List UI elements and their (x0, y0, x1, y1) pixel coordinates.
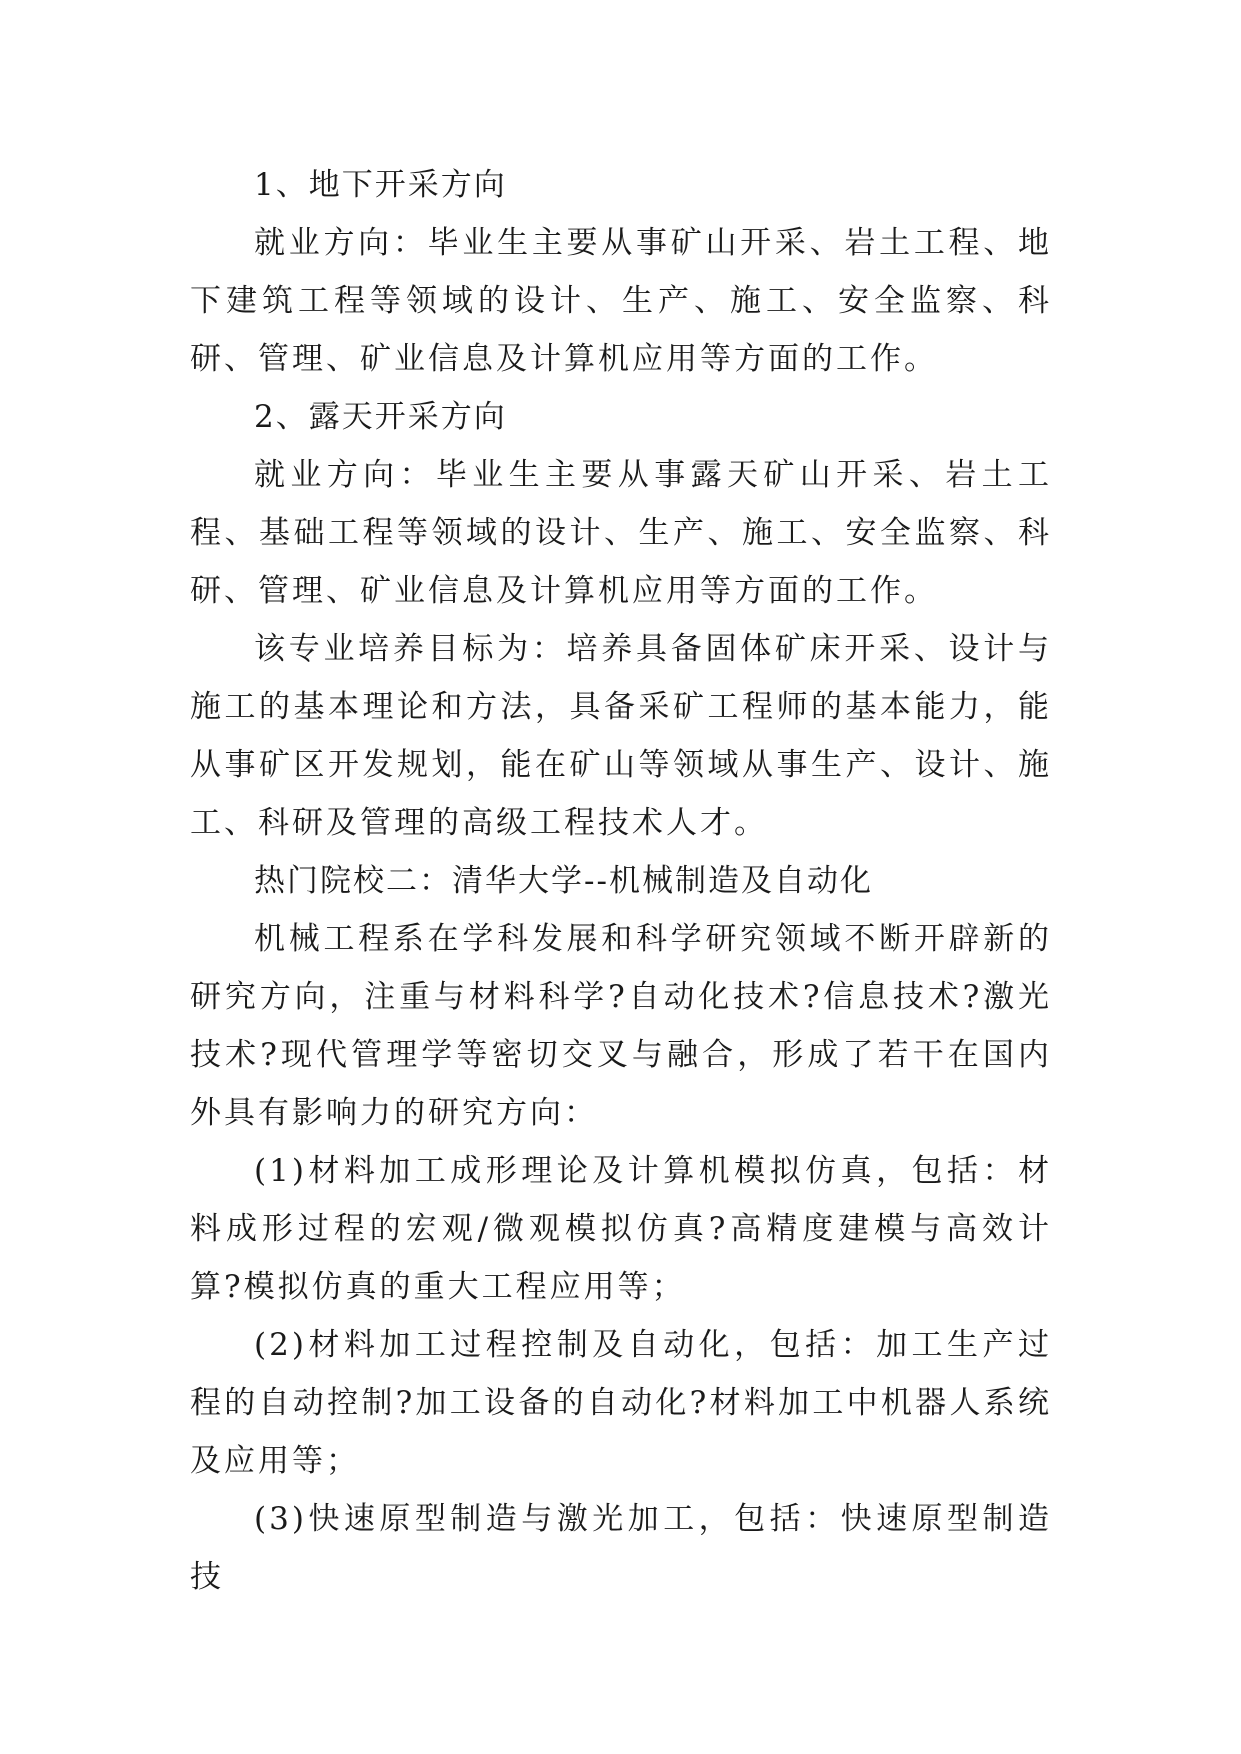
list-item-research-direction-1: (1)材料加工成形理论及计算机模拟仿真，包括：材料成形过程的宏观/微观模拟仿真?高精度建模与高效计算?模拟仿真的重大工程应用等； (190, 1153, 1052, 1305)
document-body (190, 156, 1052, 1606)
paragraph-training-objective: 该专业培养目标为：培养具备固体矿床开采、设计与施工的基本理论和方法，具备采矿工程师的基本能力，能从事矿区开发规划，能在矿山等领域从事生产、设计、施工、科研及管理的高级工程技术人才。 (190, 631, 1052, 841)
paragraph-underground-employment: 就业方向：毕业生主要从事矿山开采、岩土工程、地下建筑工程等领域的设计、生产、施工、安全监察、科研、管理、矿业信息及计算机应用等方面的工作。 (190, 225, 1052, 377)
list-item-research-direction-2: (2)材料加工过程控制及自动化，包括：加工生产过程的自动控制?加工设备的自动化?材料加工中机器人系统及应用等； (190, 1327, 1052, 1479)
list-item-research-direction-3: (3)快速原型制造与激光加工，包括：快速原型制造技 (190, 1501, 1052, 1595)
section-heading-open-pit-mining: 2、露天开采方向 (254, 399, 507, 435)
paragraph-open-pit-employment: 就业方向：毕业生主要从事露天矿山开采、岩土工程、基础工程等领域的设计、生产、施工、安全监察、科研、管理、矿业信息及计算机应用等方面的工作。 (190, 457, 1052, 609)
paragraph-mechanical-engineering-intro: 机械工程系在学科发展和科学研究领域不断开辟新的研究方向，注重与材料科学?自动化技术?信息技术?激光技术?现代管理学等密切交叉与融合，形成了若干在国内外具有影响力的研究方向： (190, 921, 1052, 1131)
section-heading-popular-school-two: 热门院校二：清华大学--机械制造及自动化 (254, 863, 873, 899)
section-heading-underground-mining: 1、地下开采方向 (254, 167, 507, 203)
